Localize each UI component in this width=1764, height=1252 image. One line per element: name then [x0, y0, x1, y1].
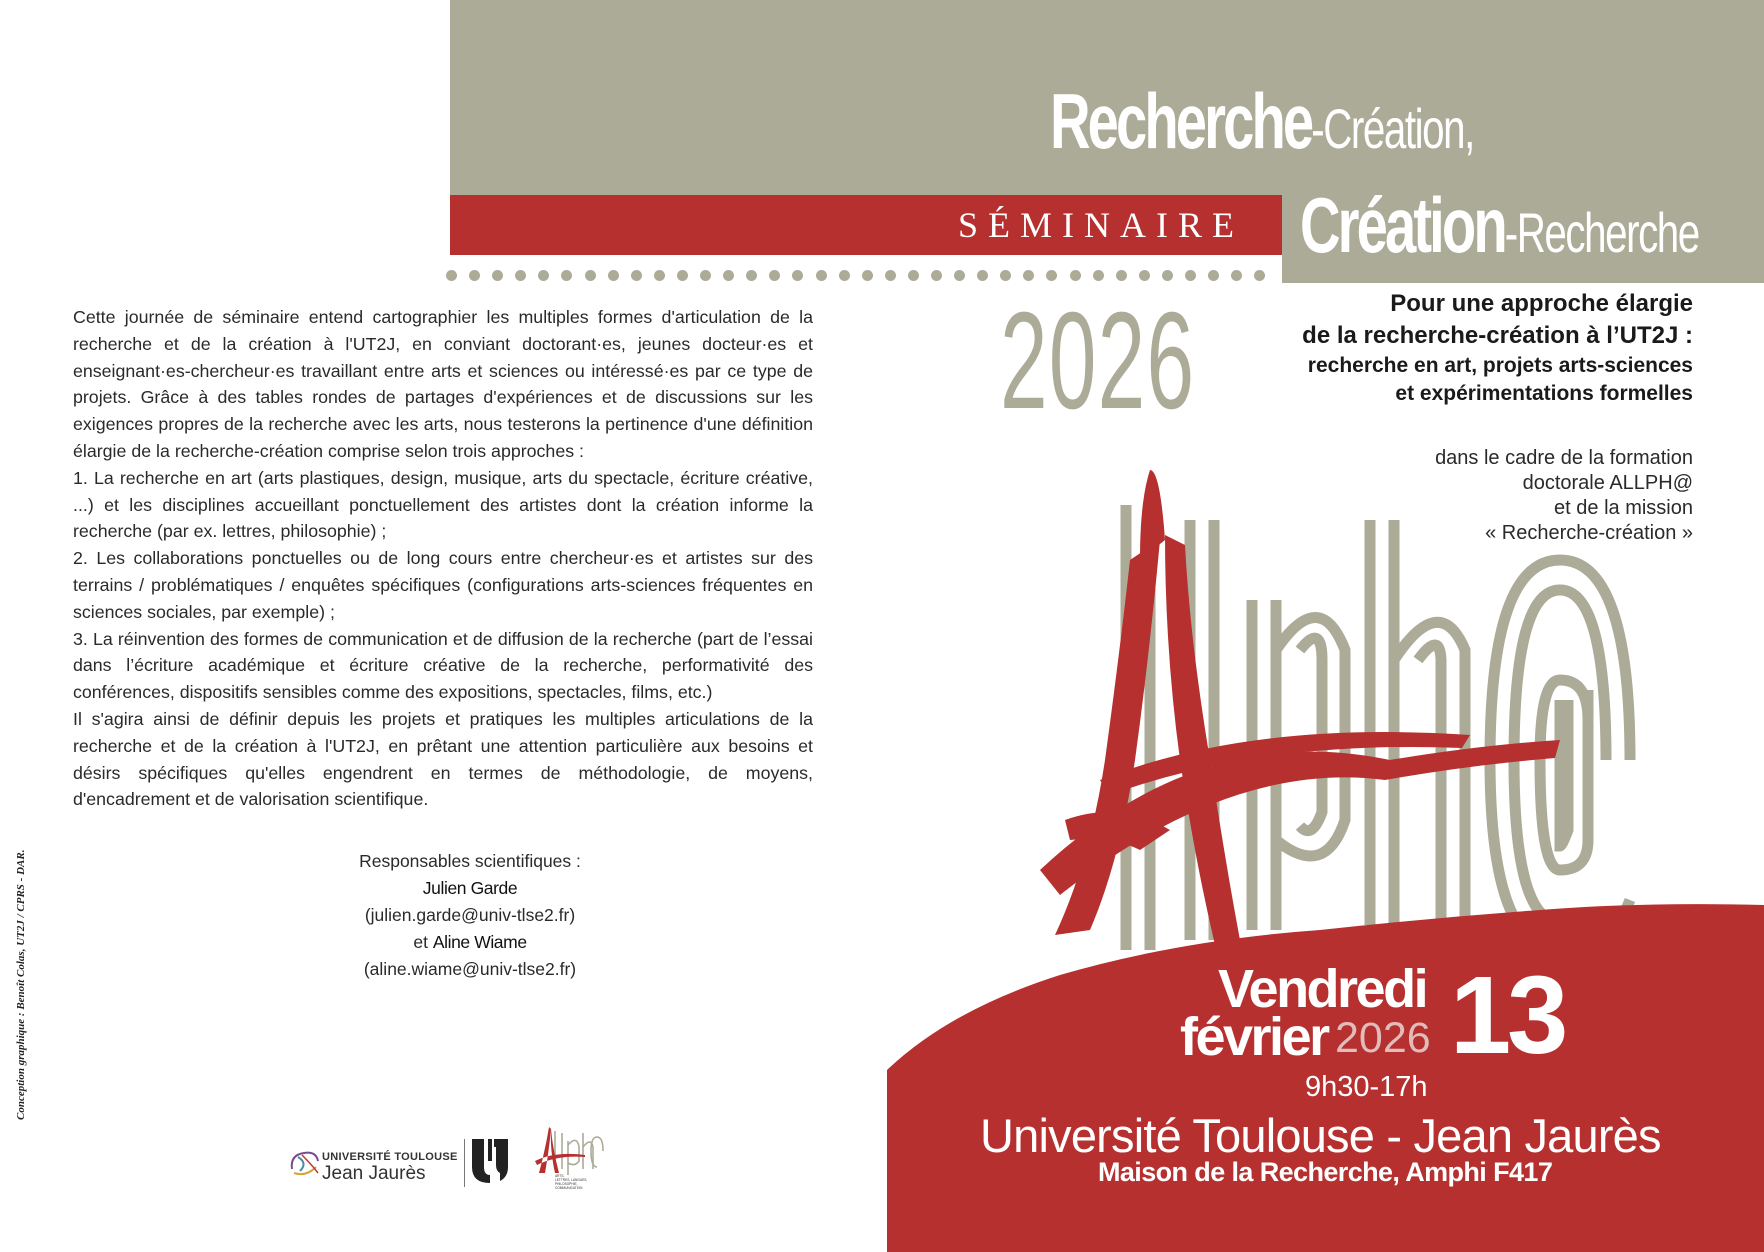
cadre-line-4: « Recherche-création »	[1485, 522, 1693, 544]
cadre-line-1: dans le cadre de la formation	[1435, 447, 1693, 469]
responsables-conj: et	[413, 932, 428, 952]
subtitle-line-4: et expérimentations formelles	[1395, 382, 1693, 405]
body-text	[73, 304, 813, 813]
subtitle-line-3: recherche en art, projets arts-sciences	[1307, 354, 1693, 377]
event-university: Université Toulouse - Jean Jaurès	[980, 1109, 1661, 1162]
event-venue: Maison de la Recherche, Amphi F417	[1098, 1157, 1553, 1187]
cadre-line-3: et de la mission	[1554, 497, 1693, 519]
ut2j-logo	[288, 1135, 518, 1187]
event-hours: 9h30-17h	[1305, 1071, 1428, 1103]
responsable-name-1: Julien Garde	[422, 878, 518, 898]
seminaire-label: SÉMINAIRE	[958, 205, 1244, 245]
body-paragraph: Cette journée de séminaire entend cartographier les multiples formes d'articulation de la recherche et de la création à l'UT2J, en conviant doctorant·es, jeunes docteur·es et enseignant·es-chercheur·es travaillant entre arts et sciences ou intéressé·es par ce type de projets. Grâce à des tables rondes de partages d'expériences et de discussions sur les exigences propres de la recherche avec les arts, nous testerons la pertinence d'une définition élargie de la recherche-création comprise selon trois approches :	[73, 307, 813, 461]
body-item-3: 3. La réinvention des formes de communication et de diffusion de la recherche (part de l’essai dans l’écriture académique et écriture créative de la recherche, performativité des conférences, dispositifs sensibles comme des expositions, spectacles, films, etc.)	[73, 628, 813, 703]
subtitle-line-1: Pour une approche élargie	[1390, 290, 1693, 317]
subtitle-line-2: de la recherche-création à l’UT2J :	[1302, 322, 1693, 349]
body-closing: Il s'agira ainsi de définir depuis les projets et pratiques les multiples articulations de la recherche et de la création à l'UT2J, en prêtant une attention particulière aux besoins et désirs spécifiques qu'elles engendrent en termes de méthodologie, de moyens, d'encadrement et de valorisation scientifique.	[73, 708, 813, 810]
svg-text:PHILOSOPHIE,: PHILOSOPHIE,	[555, 1182, 578, 1186]
event-year: 2026	[1335, 1014, 1431, 1062]
title-line-1-light: -Création,	[1311, 97, 1474, 160]
ut-u-icon	[470, 1137, 510, 1183]
design-credit: Conception graphique : Benoît Colas, UT2J / CPRS - DAR.	[15, 849, 27, 1120]
ut2j-logo-line-2: Jean Jaurès	[322, 1163, 426, 1184]
event-month: février	[1180, 1007, 1328, 1067]
event-day: 13	[1450, 954, 1565, 1077]
ut2j-swirl-icon	[288, 1147, 322, 1179]
header-year: 2026	[1000, 284, 1196, 438]
allph-small-logo	[535, 1125, 605, 1195]
allph-small-caption: ARTS,	[555, 1174, 565, 1178]
title-line-1-bold: Recherche	[1050, 77, 1312, 165]
cadre-line-2: doctorale ALLPH@	[1522, 472, 1693, 494]
responsables-label: Responsables scientifiques :	[359, 851, 581, 871]
ut2j-logo-line-1: UNIVERSITÉ TOULOUSE	[322, 1151, 458, 1163]
responsable-email-1: (julien.garde@univ-tlse2.fr)	[364, 905, 576, 925]
title-line-2-bold: Création	[1300, 181, 1505, 269]
body-item-2: 2. Les collaborations ponctuelles ou de long cours entre chercheur·es et artistes sur des terrains / problématiques / enquêtes spécifiques (configurations arts-sciences fréquentes en sciences sociales, par exemple) ;	[73, 548, 813, 622]
responsable-email-2: (aline.wiame@univ-tlse2.fr)	[363, 959, 577, 979]
event-weekday: Vendredi	[1218, 959, 1427, 1019]
svg-text:COMMUNICATION: COMMUNICATION	[555, 1186, 583, 1190]
svg-text:LETTRES, LANGUES,: LETTRES, LANGUES,	[555, 1178, 588, 1182]
title-line-2-light: -Recherche	[1504, 201, 1699, 264]
body-item-1: 1. La recherche en art (arts plastiques, design, musique, arts du spectacle, écriture créative, ...) et les disciplines accueillant ponctuellement des artistes dont la création informe la recherche (par ex. lettres, philosophie) ;	[73, 467, 813, 542]
responsable-name-2: Aline Wiame	[432, 932, 527, 952]
responsables	[300, 848, 640, 983]
logo-separator	[464, 1139, 465, 1187]
